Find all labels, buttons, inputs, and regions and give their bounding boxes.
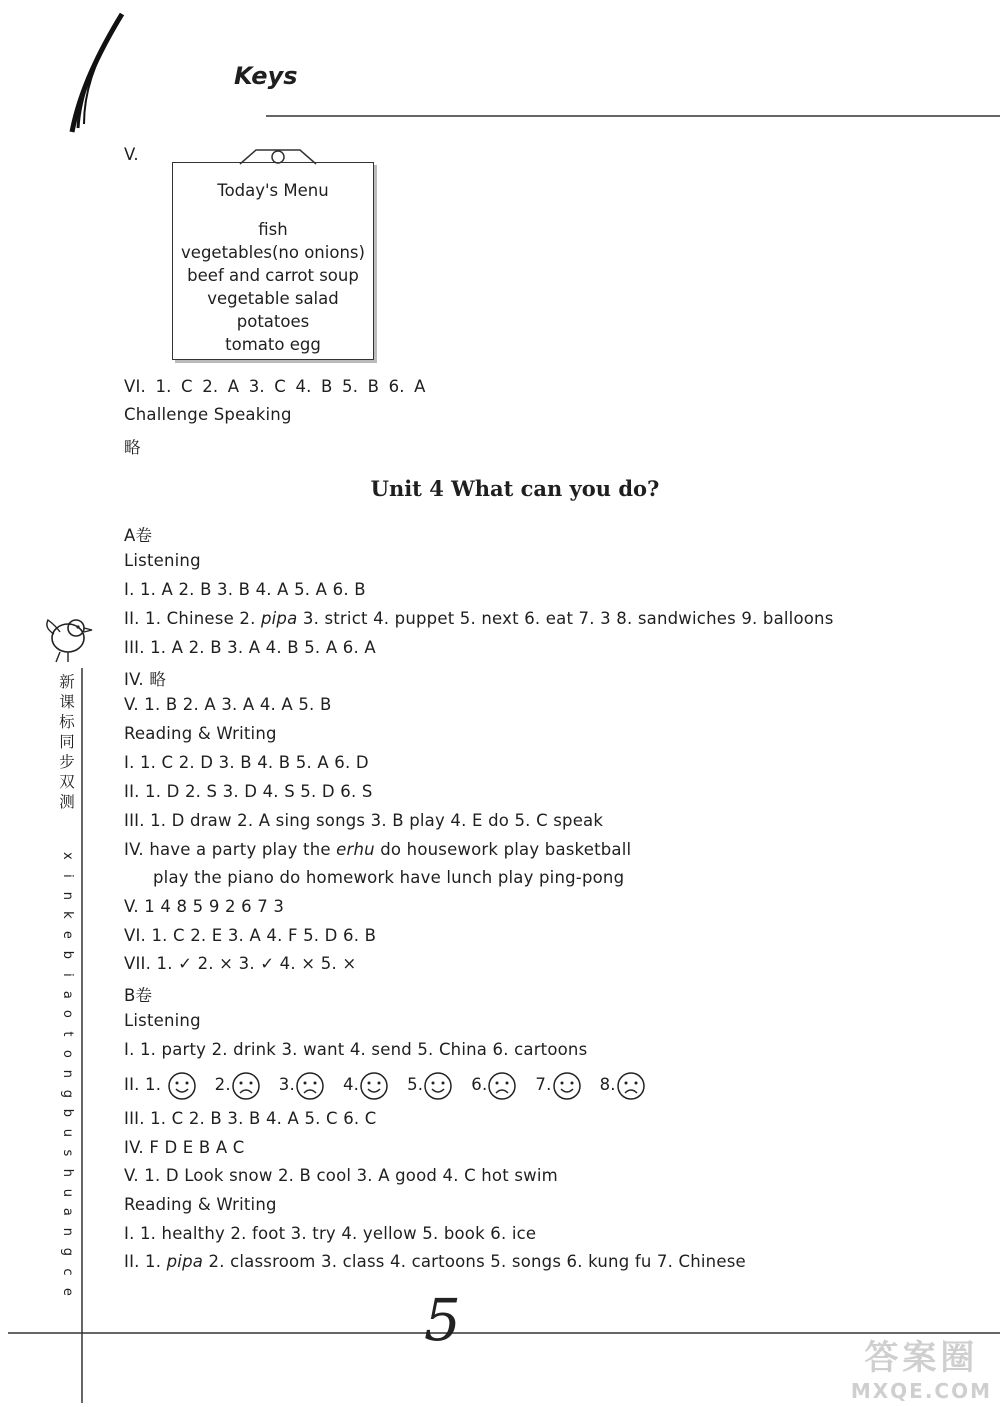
watermark-top-text: 答案圈 <box>864 1338 979 1378</box>
a-rw-v: V. 1 4 8 5 9 2 6 7 3 <box>124 897 285 916</box>
side-title-char: 步 <box>59 753 75 771</box>
side-pinyin-char: i <box>59 972 75 977</box>
side-pinyin-char: u <box>59 1128 75 1138</box>
section-a-heading: A卷 <box>124 526 153 545</box>
side-title-char: 同 <box>59 733 75 751</box>
side-pinyin-char: e <box>59 1287 75 1296</box>
side-title-char: 标 <box>59 713 75 731</box>
a-listening-v: V. 1. B 2. A 3. A 4. A 5. B <box>124 695 332 714</box>
answer-line-vi: VI. 1. C 2. A 3. C 4. B 5. B 6. A <box>124 377 426 396</box>
b-listening-i: I. 1. party 2. drink 3. want 4. send 5. China 6. cartoons <box>124 1040 588 1059</box>
side-pinyin-char: h <box>59 1168 75 1177</box>
sad-face-icon <box>487 1071 517 1101</box>
face-number: 4. <box>342 1075 360 1094</box>
header-rule <box>266 112 1000 120</box>
side-pinyin-char: a <box>59 990 75 999</box>
header-swoosh-decoration <box>60 10 130 140</box>
side-pinyin-char: b <box>59 1109 75 1118</box>
menu-item: tomato egg <box>225 335 321 354</box>
side-pinyin <box>56 846 78 1301</box>
side-pinyin-char: n <box>59 891 75 900</box>
a-rw-i: I. 1. C 2. D 3. B 4. B 5. A 6. D <box>124 753 369 772</box>
a-rw-vii: VII. 1. ✓ 2. × 3. ✓ 4. × 5. × <box>124 954 357 973</box>
menu-item: potatoes <box>236 312 310 331</box>
a-rw-iv-line2: play the piano do homework have lunch play ping-pong <box>153 868 625 887</box>
challenge-answer: 略 <box>124 438 141 457</box>
sad-face-icon <box>616 1071 646 1101</box>
menu-title: Today's Menu <box>217 181 329 200</box>
watermark-logo <box>851 1330 992 1403</box>
b-listening-iii: III. 1. C 2. B 3. B 4. A 5. C 6. C <box>124 1109 377 1128</box>
side-pinyin-char: e <box>59 931 75 940</box>
side-pinyin-char: g <box>59 1089 75 1098</box>
face-number: 5. <box>407 1075 424 1094</box>
b-listening-ii: II. 1. 2. 3. 4. 5. 6. 7. 8. <box>124 1068 646 1102</box>
b-rw-i: I. 1. healthy 2. foot 3. try 4. yellow 5. book 6. ice <box>124 1224 537 1243</box>
side-pinyin-char: t <box>59 1031 75 1037</box>
side-title-char: 双 <box>59 773 75 791</box>
sad-face-icon <box>231 1071 261 1101</box>
a-rw-iii: III. 1. D draw 2. A sing songs 3. B play 4. E do 5. C speak <box>124 811 604 830</box>
happy-face-icon <box>167 1071 197 1101</box>
section-v-label: V. <box>124 145 139 164</box>
b-listening-v: V. 1. D Look snow 2. B cool 3. A good 4. C hot swim <box>124 1166 558 1185</box>
a-listening-iv: IV. 略 <box>124 670 167 689</box>
a-listening-ii: II. 1. Chinese 2. pipa 3. strict 4. puppet 5. next 6. eat 7. 3 8. sandwiches 9. balloons <box>124 609 834 628</box>
side-pinyin-char: c <box>59 1268 75 1276</box>
a-rw-iv-line1: IV. have a party play the erhu do housework play basketball <box>124 840 632 859</box>
a-listening-heading: Listening <box>124 551 201 570</box>
todays-menu-card <box>172 162 374 360</box>
side-pinyin-char: o <box>59 1049 75 1058</box>
sad-face-icon <box>295 1071 325 1101</box>
side-pinyin-char: n <box>59 1227 75 1237</box>
side-pinyin-char: o <box>59 1010 75 1019</box>
side-pinyin-char: x <box>59 852 75 860</box>
bird-icon <box>40 608 96 666</box>
a-listening-i: I. 1. A 2. B 3. B 4. A 5. A 6. B <box>124 580 366 599</box>
a-listening-iii: III. 1. A 2. B 3. A 4. B 5. A 6. A <box>124 638 376 657</box>
challenge-speaking: Challenge Speaking <box>124 405 292 424</box>
b-listening-heading: Listening <box>124 1011 201 1030</box>
page-number: 5 <box>424 1286 461 1354</box>
side-book-title <box>56 672 78 812</box>
menu-item: vegetables(no onions) <box>181 243 365 262</box>
side-pinyin-char: s <box>59 1149 75 1157</box>
face-number: 7. <box>535 1075 552 1094</box>
face-number: 2. <box>214 1075 231 1094</box>
a-rw-ii: II. 1. D 2. S 3. D 4. S 5. D 6. S <box>124 782 373 801</box>
side-title-char: 新 <box>59 673 75 691</box>
face-number: 6. <box>471 1075 488 1094</box>
menu-item: beef and carrot soup <box>187 266 359 285</box>
b-rw-heading: Reading & Writing <box>124 1195 277 1214</box>
unit-title: Unit 4 What can you do? <box>370 476 660 501</box>
side-pinyin-char: k <box>59 911 75 920</box>
a-rw-vi: VI. 1. C 2. E 3. A 4. F 5. D 6. B <box>124 926 377 945</box>
side-pinyin-char: u <box>59 1188 75 1197</box>
a-rw-heading: Reading & Writing <box>124 724 277 743</box>
menu-item: vegetable salad <box>207 289 339 308</box>
side-pinyin-char: a <box>59 1208 75 1217</box>
b-listening-iv: IV. F D E B A C <box>124 1138 245 1157</box>
side-pinyin-char: i <box>59 873 75 878</box>
side-title-char: 测 <box>59 793 75 811</box>
happy-face-icon <box>423 1071 453 1101</box>
b-rw-ii: II. 1. pipa 2. classroom 3. class 4. cartoons 5. songs 6. kung fu 7. Chinese <box>124 1252 746 1271</box>
watermark-bottom-text: MXQE.COM <box>850 1379 992 1403</box>
happy-face-icon <box>552 1071 582 1101</box>
side-vertical-rule <box>80 668 84 1403</box>
section-b-heading: B卷 <box>124 986 153 1005</box>
face-number: 3. <box>278 1075 295 1094</box>
header-title: Keys <box>234 62 298 90</box>
menu-item: fish <box>258 220 288 239</box>
side-pinyin-char: g <box>59 1247 75 1256</box>
side-pinyin-char: b <box>59 950 75 960</box>
happy-face-icon <box>359 1071 389 1101</box>
side-pinyin-char: n <box>59 1069 75 1078</box>
side-title-char: 课 <box>59 693 75 711</box>
face-number: 8. <box>599 1075 616 1094</box>
